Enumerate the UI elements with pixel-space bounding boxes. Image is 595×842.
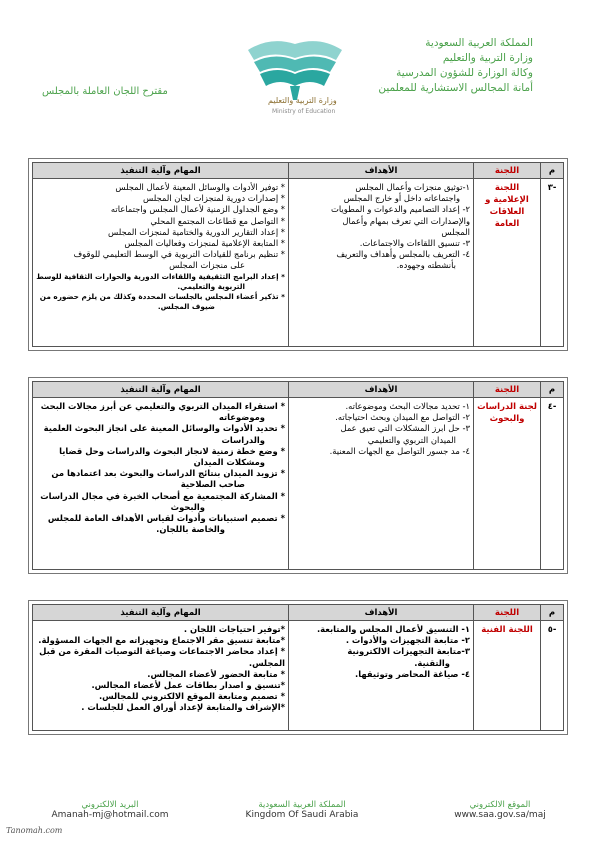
task-line: التربوية والتعليمي. (177, 281, 245, 291)
task-line: * وضع خطة زمنية لانجاز البحوث والدراسات وحل قضايا (59, 445, 285, 456)
logo-arabic-text: وزارة التربية والتعليم (268, 96, 337, 105)
goal-line: ٢- متابعة التجهيزات والأدوات . (345, 635, 470, 646)
task-line: * إعداد التقارير الدورية والختامية لمنجزات المجلس (108, 226, 285, 237)
goal-line: ٢- التواصل مع الميدان وبحث احتياجاته. (335, 412, 470, 423)
goal-line: واجتماعاته داخل أو خارج المجلس (343, 193, 460, 204)
col-header-committee: اللجنة (474, 382, 541, 398)
task-line: * تصميم استبيانات وأدوات لقياس الأهداف العامة للمجلس (47, 513, 285, 524)
goal-line: ٣- تنسيق اللقاءات والاجتماعات. (359, 238, 470, 249)
logo-english-text: Ministry of Education (272, 108, 336, 115)
tasks-cell (33, 179, 289, 347)
task-line: * المتابعة الإعلامية لمنجزات وفعاليات المجلس (124, 238, 285, 249)
goal-line: بأنشطته وجهوده. (396, 260, 456, 271)
tasks-cell (33, 398, 289, 570)
goals-cell (289, 621, 474, 731)
task-line: والبحوث (170, 501, 205, 512)
goal-line: ١-توثيق منجزات وأعمال المجلس (355, 182, 470, 192)
header-line: أمانة المجالس الاستشارية للمعلمين (378, 82, 533, 94)
task-line: * التواصل مع قطاعات المجتمع المحلي (150, 215, 285, 226)
goal-line: والإصدارات التي تعرف بمهام وأعمال (342, 215, 470, 226)
goal-line: ٤- التعريف بالمجلس وأهداف والتعريف (336, 249, 470, 260)
col-header-goals: الأهداف (289, 605, 474, 621)
footer-country-ar: المملكة العربية السعودية (258, 800, 346, 810)
task-line: * إعداد محاضر الاجتماعات وصياغة التوصيات المقرة من قبل (39, 646, 285, 657)
task-line: * وضع الجداول الزمنية لأعمال المجلس واجتماعاته (110, 204, 285, 215)
committee-table (32, 162, 564, 347)
page-subtitle: مقترح اللجان العاملة بالمجلس (42, 86, 168, 97)
footer-site (430, 800, 570, 820)
tasks-cell (33, 621, 289, 731)
footer-country-en: Kingdom Of Saudi Arabia (245, 810, 359, 820)
task-line: *توفير احتياجات اللجان . (183, 624, 285, 634)
footer-country (232, 800, 372, 820)
col-header-committee: اللجنة (474, 605, 541, 621)
task-line: * توفير الأدوات والوسائل المعينة لأعمال المجلس (115, 182, 285, 192)
footer-email-label: البريد الالكتروني (81, 800, 139, 810)
footer-email (40, 800, 180, 820)
task-line: * متابعة الحضور لأعضاء المجالس. (147, 668, 285, 679)
goal-line: ١- تحديد مجالات البحث وموضوعاته. (345, 401, 470, 411)
task-line: *الإشراف والمتابعة لإعداد أوراق العمل للجلسات . (81, 702, 285, 713)
row-number: -٤ (541, 398, 564, 570)
goal-line: ٤- مد جسور التواصل مع الجهات المعنية. (329, 445, 470, 456)
goals-cell (289, 398, 474, 570)
footer-site-label: الموقع الالكتروني (469, 800, 531, 810)
task-line: * إعداد البرامج التثقيفية واللقاءات الدورية والحوارات الثقافية للوسط (36, 271, 285, 281)
task-line: * تنظيم برنامج للقيادات التربوية في الوسط التعليمي للوقوف (73, 249, 285, 260)
col-header-tasks: المهام وآلية التنفيذ (33, 382, 289, 398)
col-header-tasks: المهام وآلية التنفيذ (33, 605, 289, 621)
watermark-text: Tanomah.com (6, 826, 63, 835)
task-line: صاحب الصلاحية (180, 479, 245, 490)
task-line: * إصدارات دورية لمنجزات لجان المجلس (143, 193, 285, 204)
col-header-goals: الأهداف (289, 163, 474, 179)
task-line: والخاصة باللجان. (156, 524, 225, 535)
committee-table (32, 381, 564, 570)
task-line: والدراسات (221, 434, 265, 445)
task-line: وموضوعاته (218, 412, 265, 423)
committee-name: لجنة الدراسات والبحوث (474, 398, 541, 570)
committee-block-technical (28, 600, 568, 735)
header-line: المملكة العربية السعودية (425, 37, 533, 49)
goal-line: ٣-متابعة التجهيزات الالكترونية (347, 646, 470, 657)
row-number: -٣ (541, 179, 564, 347)
col-header-num: م (541, 605, 564, 621)
task-line: على منجزات المجلس (169, 260, 245, 271)
committee-name: اللجنة الإعلامية و العلاقات العامة (474, 179, 541, 347)
goal-line: والتقنية. (414, 657, 450, 668)
goal-line: ٤- صياغة المحاضر وتوثيقها. (355, 668, 470, 679)
goal-line: ٣- حل ابرز المشكلات التي تعيق عمل (340, 423, 470, 434)
goal-line: الميدان التربوي والتعليمي (367, 434, 456, 445)
goal-line: ١- التنسيق لأعمال المجلس والمتابعة. (316, 624, 470, 634)
goals-cell (289, 179, 474, 347)
col-header-tasks: المهام وآلية التنفيذ (33, 163, 289, 179)
task-line: *تنسيق و اصدار بطاقات عمل لأعضاء المجالس. (91, 680, 285, 691)
task-line: * المشاركة المجتمعية مع أصحاب الخبرة في مجال الدراسات (40, 490, 285, 501)
task-line: * تزويد الميدان بنتائج الدراسات والبحوث بعد اعتمادها من (51, 468, 285, 479)
footer-site-value[interactable]: www.saa.gov.sa/maj (454, 810, 546, 820)
task-line: * استقراء الميدان التربوي والتعليمي عن أبرز مجالات البحث (40, 401, 285, 411)
committee-table (32, 604, 564, 731)
footer-email-value[interactable]: Amanah-mj@hotmail.com (51, 810, 169, 820)
committee-block-research (28, 377, 568, 574)
goal-line: المجلس (441, 226, 470, 237)
col-header-goals: الأهداف (289, 382, 474, 398)
task-line: * تصميم ومتابعة الموقع الالكتروني للمجالس. (98, 691, 285, 702)
header-line: وزارة التربية والتعليم (442, 52, 533, 64)
task-line: ضيوف المجلس. (157, 301, 215, 311)
col-header-num: م (541, 382, 564, 398)
header-line: وكالة الوزارة للشؤون المدرسية (396, 67, 533, 79)
committee-name: اللجنة الفنية (474, 621, 541, 731)
goal-line: ٢- إعداد التصاميم والدعوات و المطويات (331, 204, 470, 215)
task-line: *متابعة تنسيق مقر الاجتماع وتجهيزاته مع الجهات المسؤولة. (38, 635, 285, 646)
task-line: * تحديد الأدوات والوسائل المعينة على انجاز البحوث العلمية (43, 423, 285, 434)
task-line: المجلس. (248, 657, 285, 668)
task-line: * تذكير أعضاء المجلس بالجلسات المحددة وكذلك من يلزم حضوره من (39, 291, 285, 301)
col-header-num: م (541, 163, 564, 179)
committee-block-media (28, 158, 568, 351)
col-header-committee: اللجنة (474, 163, 541, 179)
row-number: -٥ (541, 621, 564, 731)
task-line: ومشكلات الميدان (193, 457, 265, 468)
